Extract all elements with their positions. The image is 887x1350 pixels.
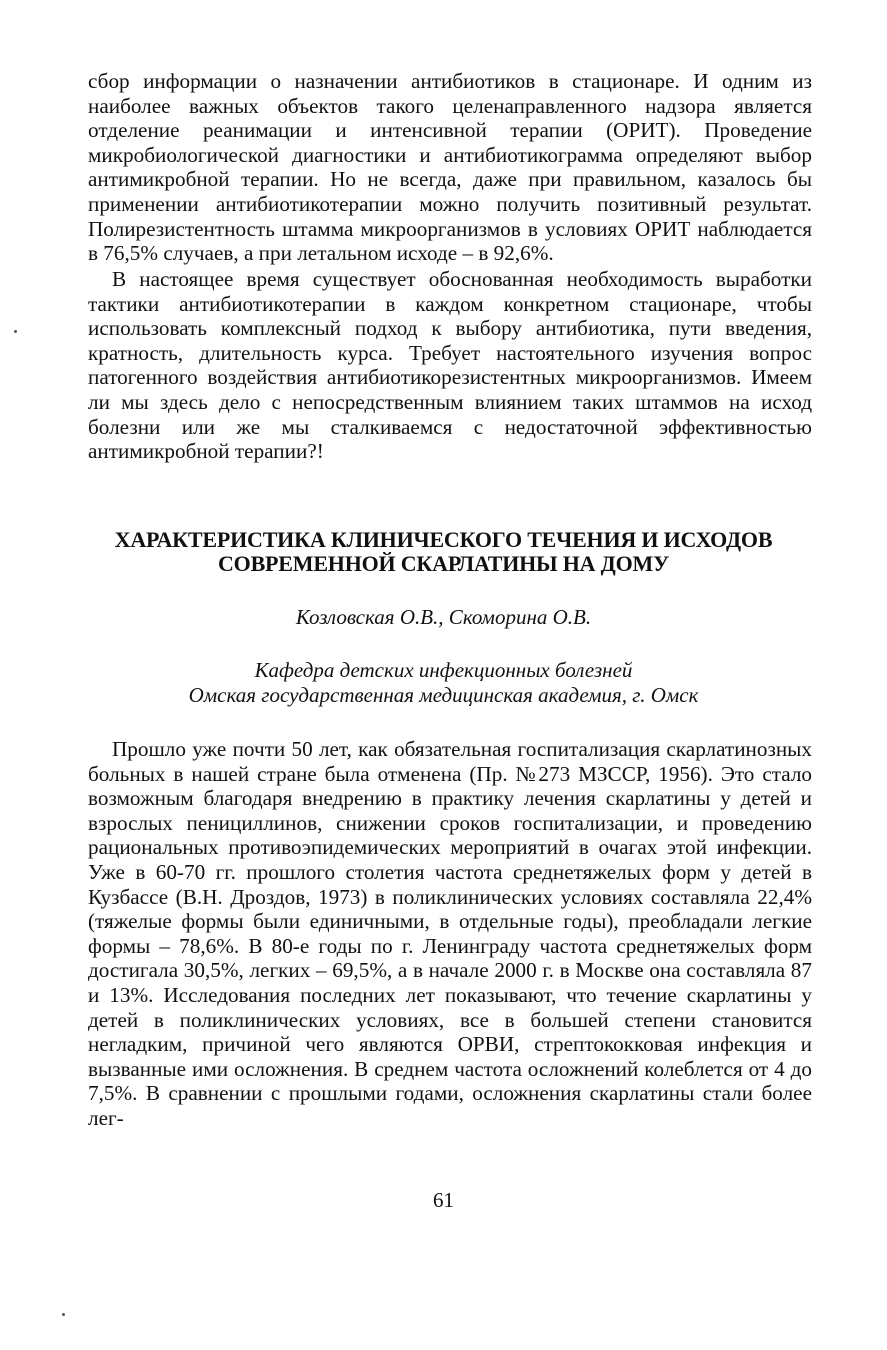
article-authors: Козловская О.В., Скоморина О.В. (295, 605, 592, 629)
article-title-line-1: ХАРАКТЕРИСТИКА КЛИНИЧЕСКОГО ТЕЧЕНИЯ И ИСХОДОВ (114, 527, 773, 552)
article-affiliation (60, 658, 827, 708)
body-paragraph-3: Прошло уже почти 50 лет, как обязательная госпитализация скарлатинозных больных в нашей стране была отменена (Пр. №273 МЗССР, 1956). Это стало возможным благодаря внедрению в практику лечения скарлатины у детей и взрослых пенициллинов, снижении сроков госпитализации, и проведению рациональных противоэпидемических мероприятий в очагах этой инфекции. Уже в 60-70 гг. прошлого столетия частота среднетяжелых форм у детей в Кузбассе (В.Н. Дроздов, 1973) в поликлинических условиях составляла 22,4% (тяжелые формы были единичными, в отдельные годы), преобладали легкие формы – 78,6%. В 80-е годы по г. Ленинграду частота среднетяжелых форм достигала 30,5%, легких – 69,5%, а в начале 2000 г. в Москве она составляла 87 и 13%. Исследования последних лет показывают, что течение скарлатины у детей в поликлинических условиях, все в большей степени становится негладким, причиной чего являются ОРВИ, стрептококковая инфекция и вызванные ими осложнения. В среднем частота осложнений колеблется от 4 до 7,5%. В сравнении с прошлыми годами, осложнения скарлатины стали более лег- (88, 737, 812, 1130)
affiliation-line-1: Кафедра детских инфекционных болезней (254, 658, 633, 682)
body-paragraph-1: сбор информации о назначении антибиотиков в стационаре. И одним из наиболее важных объектов такого целенаправленного надзора является отделение реанимации и интенсивной терапии (ОРИТ). Проведение микробиологической диагностики и антибиотикограмма определяют выбор антимикробной терапии. Но не всегда, даже при правильном, казалось бы применении антибиотикотерапии можно получить позитивный результат. Полирезистентность штамма микроорганизмов в условиях ОРИТ наблюдается в 76,5% случаев, а при летальном исходе – в 92,6%. (88, 69, 812, 266)
body-paragraph-2: В настоящее время существует обоснованная необходимость выработки тактики антибиотикотерапии в каждом конкретном стационаре, чтобы использовать комплексный подход к выбору антибиотика, пути введения, кратность, длительность курса. Требует настоятельного изучения вопрос патогенного воздействия антибиотикорезистентных микроорганизмов. Имеем ли мы здесь дело с непосредственным влиянием таких штаммов на исход болезни или же мы сталкиваемся с недостаточной эффективностью антимикробной терапии?! (88, 267, 812, 464)
scan-speck (62, 1313, 65, 1316)
scan-speck (14, 330, 17, 333)
article-title-line-2: СОВРЕМЕННОЙ СКАРЛАТИНЫ НА ДОМУ (217, 551, 670, 576)
affiliation-line-2: Омская государственная медицинская академия, г. Омск (188, 683, 699, 707)
page-number: 61 (433, 1188, 454, 1212)
article-title (60, 528, 827, 576)
